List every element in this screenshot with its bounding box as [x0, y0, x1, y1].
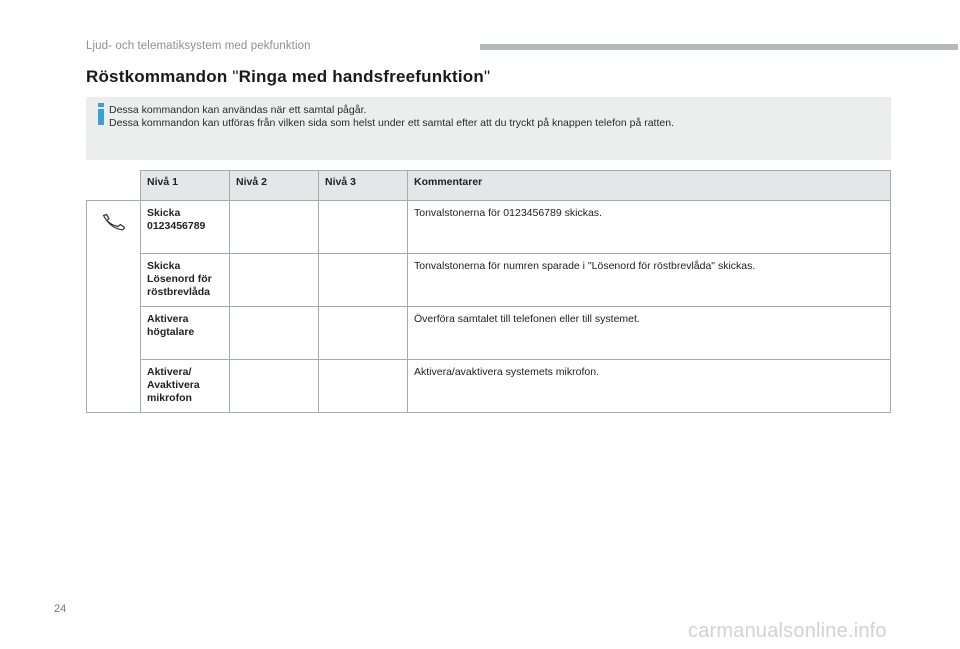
row-2-level-2 — [230, 254, 319, 307]
note-line-1: Dessa kommandon kan användas när ett samtal pågår. — [109, 104, 367, 116]
title-main: Röstkommandon — [86, 67, 233, 86]
watermark-text: carmanualsonline.info — [688, 620, 887, 642]
header-bar — [480, 44, 958, 50]
row-3-level-2 — [230, 307, 319, 360]
table-header-row — [87, 171, 891, 201]
header-comments: Kommentarer — [408, 171, 891, 201]
row-1-level-3 — [319, 201, 408, 254]
table-header-blank — [87, 171, 141, 201]
title-sub: Ringa med handsfreefunktion — [238, 67, 484, 86]
commands-table — [86, 170, 891, 413]
row-4-comment: Aktivera/avaktivera systemets mikrofon. — [408, 360, 891, 413]
header-level-1: Nivå 1 — [141, 171, 230, 201]
table-row — [87, 360, 891, 413]
row-1-level-1: Skicka 0123456789 — [141, 201, 230, 254]
page-number: 24 — [54, 603, 67, 615]
row-4-level-3 — [319, 360, 408, 413]
phone-handset-icon — [101, 213, 127, 231]
row-4-level-1: Aktivera/ Avaktivera mikrofon — [141, 360, 230, 413]
section-header: Ljud- och telematiksystem med pekfunktion — [86, 40, 311, 52]
table-row — [87, 201, 891, 254]
note-text — [109, 104, 674, 130]
page-title — [86, 67, 490, 87]
row-1-comment: Tonvalstonerna för 0123456789 skickas. — [408, 201, 891, 254]
row-2-level-1: Skicka Lösenord för röstbrevlåda — [141, 254, 230, 307]
title-quote-close: " — [483, 67, 491, 86]
info-i-icon — [94, 103, 108, 125]
row-3-level-3 — [319, 307, 408, 360]
table-row — [87, 254, 891, 307]
row-3-level-1: Aktivera högtalare — [141, 307, 230, 360]
row-3-comment: Överföra samtalet till telefonen eller till systemet. — [408, 307, 891, 360]
header-level-3: Nivå 3 — [319, 171, 408, 201]
title-quote-open: " — [232, 67, 239, 86]
row-1-level-2 — [230, 201, 319, 254]
header-level-2: Nivå 2 — [230, 171, 319, 201]
info-note — [86, 97, 891, 160]
note-line-2: Dessa kommandon kan utföras från vilken sida som helst under ett samtal efter att du tryckt på knappen telefon på ratten. — [109, 117, 674, 129]
row-4-level-2 — [230, 360, 319, 413]
row-2-level-3 — [319, 254, 408, 307]
phone-icon-cell — [87, 201, 141, 413]
row-2-comment: Tonvalstonerna för numren sparade i "Lösenord för röstbrevlåda" skickas. — [408, 254, 891, 307]
table-row — [87, 307, 891, 360]
